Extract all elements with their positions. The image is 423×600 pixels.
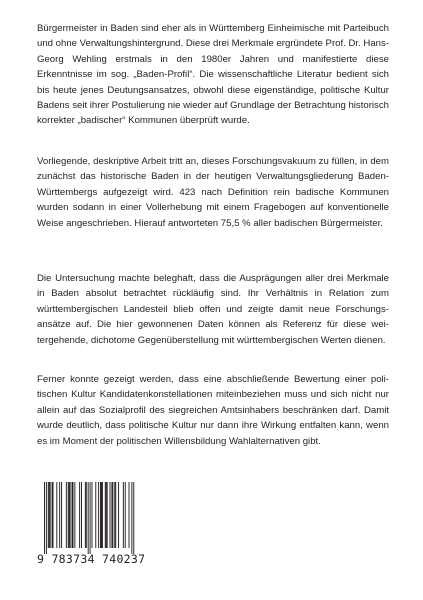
barcode-bar — [73, 482, 74, 548]
barcode-bar — [125, 482, 126, 548]
barcode-bar — [88, 482, 89, 554]
blurb-paragraph-2 — [37, 154, 389, 231]
barcode-bar — [90, 482, 91, 554]
barcode-bar — [114, 482, 115, 548]
barcode-bar — [70, 482, 71, 548]
blurb-paragraph-1 — [37, 21, 389, 129]
barcode-bar — [110, 482, 111, 548]
barcode-bar — [101, 482, 102, 548]
barcode-bars — [37, 482, 137, 556]
barcode-bar — [69, 482, 70, 548]
barcode-bar — [131, 482, 132, 554]
barcode-bar — [115, 482, 116, 548]
paragraph-text: Ferner konnte gezeigt werden, dass eine abschließende Bewertung einer politischen Kultur Kandidatenkonstellationen miteinbeziehen muss und sich nicht nur allein auf das Sozialprofil des siegreichen Amtsinhabers beschränken darf. Damit wurde deutlich, dass politische Kultur nur dann ihre Wirkung entfalten kann, wenn es im Moment der politischen Willensbildung Wahlalternativen gibt. — [37, 374, 389, 447]
barcode-bar — [68, 482, 69, 548]
barcode-bar — [59, 482, 60, 548]
barcode-bar — [66, 482, 67, 548]
barcode-bar — [102, 482, 103, 548]
isbn-number: 9 783734 740237 — [37, 552, 146, 566]
barcode-bar — [48, 482, 49, 548]
barcode-bar — [95, 482, 96, 548]
barcode-bar — [44, 482, 45, 554]
barcode-bar — [86, 482, 87, 548]
barcode-bar — [79, 482, 80, 548]
barcode-bar — [72, 482, 73, 548]
blurb-paragraph-3 — [37, 271, 389, 348]
barcode-bar — [61, 482, 62, 548]
barcode-bar — [50, 482, 51, 548]
barcode-bar — [53, 482, 54, 548]
barcode-bar — [106, 482, 107, 548]
barcode-bar — [52, 482, 53, 548]
barcode-bar — [74, 482, 75, 548]
isbn-barcode — [37, 482, 146, 570]
barcode-bar — [129, 482, 130, 548]
barcode-bar — [98, 482, 99, 548]
barcode-bar — [81, 482, 82, 548]
barcode-bar — [111, 482, 112, 548]
barcode-bar — [118, 482, 119, 548]
barcode-bar — [133, 482, 134, 554]
barcode-bar — [123, 482, 124, 548]
barcode-bar — [107, 482, 108, 548]
blurb-paragraph-4 — [37, 372, 389, 449]
barcode-bar — [112, 482, 113, 548]
barcode-bar — [46, 482, 47, 554]
barcode-bar — [92, 482, 93, 548]
paragraph-text: Vorliegende, deskriptive Arbeit tritt an, dieses Forschungsvakuum zu füllen, in dem zunächst das historische Baden in der heutigen Verwaltungsgliederung Baden-Württembergs aufgezeigt wird. 423 nach Definition rein badische Kommunen wurden sodann in einer Vollerhebung mit einem Fragebogen auf konventionelle Weise angeschrieben. Hierauf antworteten 75,5 % aller badischen Bürgermeister. — [37, 156, 389, 229]
barcode-bar — [85, 482, 86, 548]
barcode-bar — [105, 482, 106, 548]
paragraph-text: Bürgermeister in Baden sind eher als in Württemberg Einheimische mit Parteibuch und ohne Verwaltungshintergrund. Diese drei Merkmale ergründete Prof. Dr. Hans-Georg Wehling erstmals in den 1980er Jahren und manifestierte diese Erkenntnisse im sog. „Baden-Profil“. Die wissenschaftliche Literatur bedient sich bis heute jenes Deutungsansatzes, obwohl diese eigenständige, politische Kultur Badens seit ihrer Postulierung nie wieder auf Grundlage der Betrachtung historisch korrekter „badischer“ Kommunen überprüft wurde. — [37, 23, 389, 127]
barcode-bar — [56, 482, 57, 548]
barcode-bar — [49, 482, 50, 548]
paragraph-text: Die Untersuchung machte beleghaft, dass die Ausprägungen aller drei Merkmale in Baden absolut betrachtet rückläufig sind. Ihr Verhältnis in Relation zum württembergischen Landesteil blieb offen und zeigte damit neue Forschungsansätze auf. Die hier gewonnenen Daten können als Referenz für diese weitergehende, dichotome Gegenüberstellung mit württembergischen Werten dienen. — [37, 273, 389, 346]
barcode-bar — [100, 482, 101, 548]
